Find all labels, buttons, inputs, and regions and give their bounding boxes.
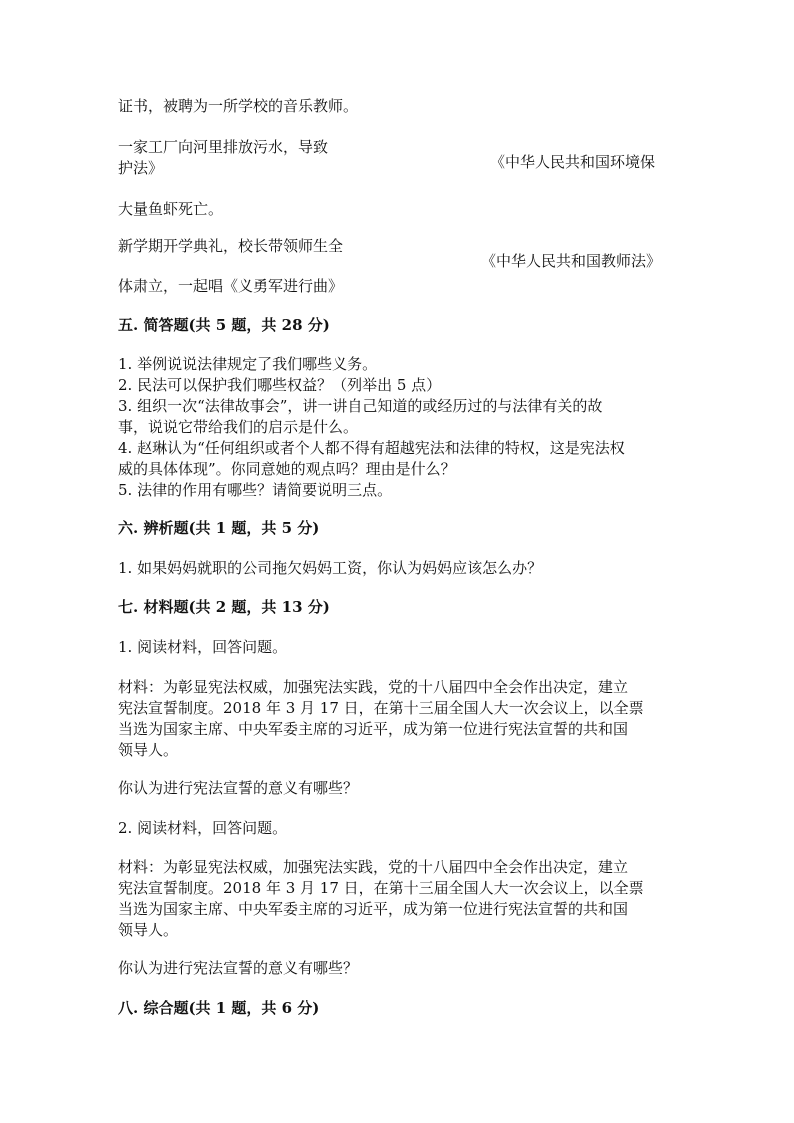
s7-q2-material-line3: 当选为国家主席、中央军委主席的习近平，成为第一位进行宪法宣誓的共和国	[118, 900, 629, 918]
s7-q1-material-line1: 材料：为彰显宪法权威，加强宪法实践，党的十八届四中全会作出决定，建立	[118, 678, 629, 696]
s7-q1-material	[118, 677, 678, 761]
match-row-4-left: 新学期开学典礼，校长带领师生全	[118, 237, 344, 255]
s7-q1-material-line4: 领导人。	[118, 741, 179, 759]
section-5-questions	[118, 354, 678, 501]
match-row-5-left: 体肃立，一起唱《义勇军进行曲》	[118, 277, 344, 295]
s5-q3-line2: 事，说说它带给我们的启示是什么。	[118, 418, 359, 436]
match-row-2-left: 一家工厂向河里排放污水，导致	[118, 138, 329, 156]
s7-q2-material-line4: 领导人。	[118, 921, 179, 939]
s7-q2-material-line2: 宪法宣誓制度。2018 年 3 月 17 日，在第十三届全国人大一次会议上，以全票	[118, 879, 644, 897]
match-row-2-right: 《中华人民共和国环境保	[490, 153, 656, 171]
match-row-2-right-cont: 护法》	[118, 159, 164, 177]
s5-q4-line2: 威的具体体现”。你同意她的观点吗？理由是什么？	[118, 460, 456, 478]
s5-q1: 1. 举例说说法律规定了我们哪些义务。	[118, 355, 378, 373]
match-row-1-left: 证书，被聘为一所学校的音乐教师。	[118, 97, 359, 115]
s7-q1-intro: 1. 阅读材料，回答问题。	[118, 638, 288, 656]
s7-q1-material-line3: 当选为国家主席、中央军委主席的习近平，成为第一位进行宪法宣誓的共和国	[118, 720, 629, 738]
s5-q4-line1: 4. 赵琳认为“任何组织或者个人都不得有超越宪法和法律的特权，这是宪法权	[118, 439, 625, 457]
s7-q1-material-line2: 宪法宣誓制度。2018 年 3 月 17 日，在第十三届全国人大一次会议上，以全票	[118, 699, 644, 717]
s7-q2-intro: 2. 阅读材料，回答问题。	[118, 819, 288, 837]
s5-q3-line1: 3. 组织一次“法律故事会”，讲一讲自己知道的或经历过的与法律有关的故	[118, 397, 603, 415]
section-8-title: 八. 综合题(共 1 题，共 6 分)	[118, 999, 320, 1017]
s7-q2-material	[118, 857, 678, 941]
match-row-3-left: 大量鱼虾死亡。	[118, 200, 224, 218]
s5-q2: 2. 民法可以保护我们哪些权益？（列举出 5 点）	[118, 376, 442, 394]
s5-q5: 5. 法律的作用有哪些？请简要说明三点。	[118, 481, 393, 499]
section-5-title: 五. 简答题(共 5 题，共 28 分)	[118, 316, 330, 334]
section-7-title: 七. 材料题(共 2 题，共 13 分)	[118, 598, 330, 616]
s7-q2-material-line1: 材料：为彰显宪法权威，加强宪法实践，党的十八届四中全会作出决定，建立	[118, 858, 629, 876]
s7-q1-question: 你认为进行宪法宣誓的意义有哪些？	[118, 779, 359, 797]
s6-q1: 1. 如果妈妈就职的公司拖欠妈妈工资，你认为妈妈应该怎么办？	[118, 559, 543, 577]
s7-q2-question: 你认为进行宪法宣誓的意义有哪些？	[118, 959, 359, 977]
match-row-4-right: 《中华人民共和国教师法》	[481, 252, 662, 270]
section-6-title: 六. 辨析题(共 1 题，共 5 分)	[118, 519, 320, 537]
